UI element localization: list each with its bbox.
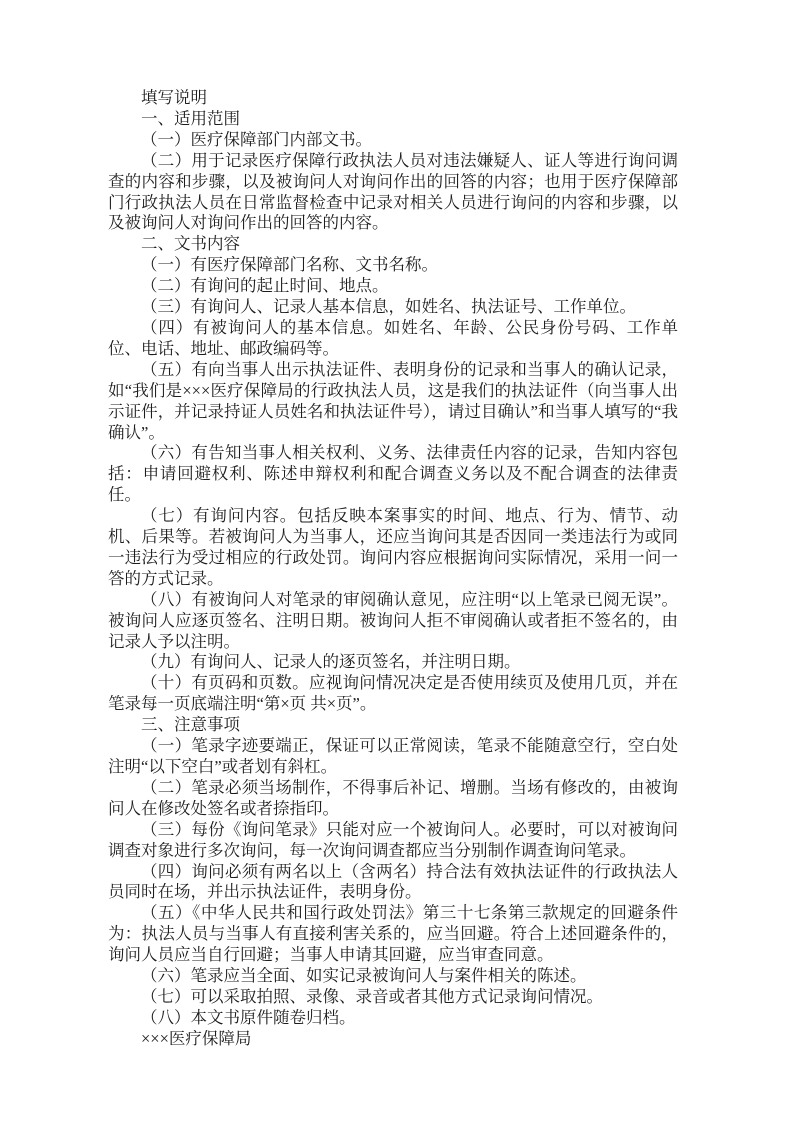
- content-item-9: （九）有询问人、记录人的逐页签名，并注明日期。: [141, 652, 521, 672]
- content-item-10: （十）有页码和页数。应视询问情况决定是否使用续页及使用几页，并在笔录每一页底端注明“第×页 共×页”。: [108, 673, 678, 714]
- notes-item-5: （五）《中华人民共和国行政处罚法》第三十七条第三款规定的回避条件为：执法人员与当事人有直接利害关系的，应当回避。符合上述回避条件的，询问人员应当自行回避；当事人申请其回避，应当审查同意。: [108, 903, 678, 965]
- doc-title: 填写说明: [141, 88, 207, 107]
- notes-item-1: （一）笔录字迹要端正，保证可以正常阅读，笔录不能随意空行，空白处注明“以下空白”或者划有斜杠。: [108, 736, 678, 776]
- scope-item-1: （一）医疗保障部门内部文书。: [141, 129, 372, 149]
- content-item-8: （八）有被询问人对笔录的审阅确认意见，应注明“以上笔录已阅无误”。被询问人应逐页签名、注明日期。被询问人拒不审阅确认或者拒不签名的，由记录人予以注明。: [108, 589, 678, 651]
- notes-item-6: （六）笔录应当全面、如实记录被询问人与案件相关的陈述。: [141, 966, 587, 986]
- notes-item-3: （三）每份《询问笔录》只能对应一个被询问人。必要时，可以对被询问调查对象进行多次询问，每一次询问调查都应当分别制作调查询问笔录。: [108, 819, 678, 860]
- content-item-1: （一）有医疗保障部门名称、文书名称。: [141, 255, 438, 275]
- content-item-4: （四）有被询问人的基本信息。如姓名、年龄、公民身份号码、工作单位、电话、地址、邮政编码等。: [108, 317, 678, 358]
- notes-item-2: （二）笔录必须当场制作，不得事后补记、增删。当场有修改的，由被询问人在修改处签名或者捺指印。: [108, 777, 678, 818]
- notes-item-7: （七）可以采取拍照、录像、录音或者其他方式记录询问情况。: [141, 986, 603, 1006]
- content-item-2: （二）有询问的起止时间、地点。: [141, 276, 389, 296]
- document-body: [108, 88, 678, 1050]
- section-scope-heading: 一、适用范围: [141, 108, 240, 128]
- notes-item-8: （八）本文书原件随卷归档。: [141, 1007, 356, 1027]
- section-content-heading: 二、文书内容: [141, 234, 240, 254]
- content-item-5: （五）有向当事人出示执法证件、表明身份的记录和当事人的确认记录，如“我们是×××医疗保障局的行政执法人员，这是我们的执法证件（向当事人出示证件，并记录持证人员姓名和执法证件号），请过目确认”和当事人填写的“我确认”。: [108, 359, 678, 442]
- notes-item-4: （四）询问必须有两名以上（含两名）持合法有效执法证件的行政执法人员同时在场，并出示执法证件，表明身份。: [108, 861, 678, 902]
- content-item-3: （三）有询问人、记录人基本信息，如姓名、执法证号、工作单位。: [141, 297, 636, 317]
- content-item-6: （六）有告知当事人相关权利、义务、法律责任内容的记录，告知内容包括：申请回避权利、陈述申辩权利和配合调查义务以及不配合调查的法律责任。: [108, 443, 678, 505]
- issuing-authority: ×××医疗保障局: [141, 1028, 252, 1048]
- section-notes-heading: 三、注意事项: [141, 715, 240, 735]
- scope-item-2: （二）用于记录医疗保障行政执法人员对违法嫌疑人、证人等进行询问调查的内容和步骤，以及被询问人对询问作出的回答的内容；也用于医疗保障部门行政执法人员在日常监督检查中记录对相关人员进行询问的内容和步骤，以及被询问人对询问作出的回答的内容。: [108, 150, 678, 233]
- content-item-7: （七）有询问内容。包括反映本案事实的时间、地点、行为、情节、动机、后果等。若被询问人为当事人，还应当询问其是否因同一类违法行为或同一违法行为受过相应的行政处罚。询问内容应根据询问实际情况，采用一问一答的方式记录。: [108, 506, 678, 588]
